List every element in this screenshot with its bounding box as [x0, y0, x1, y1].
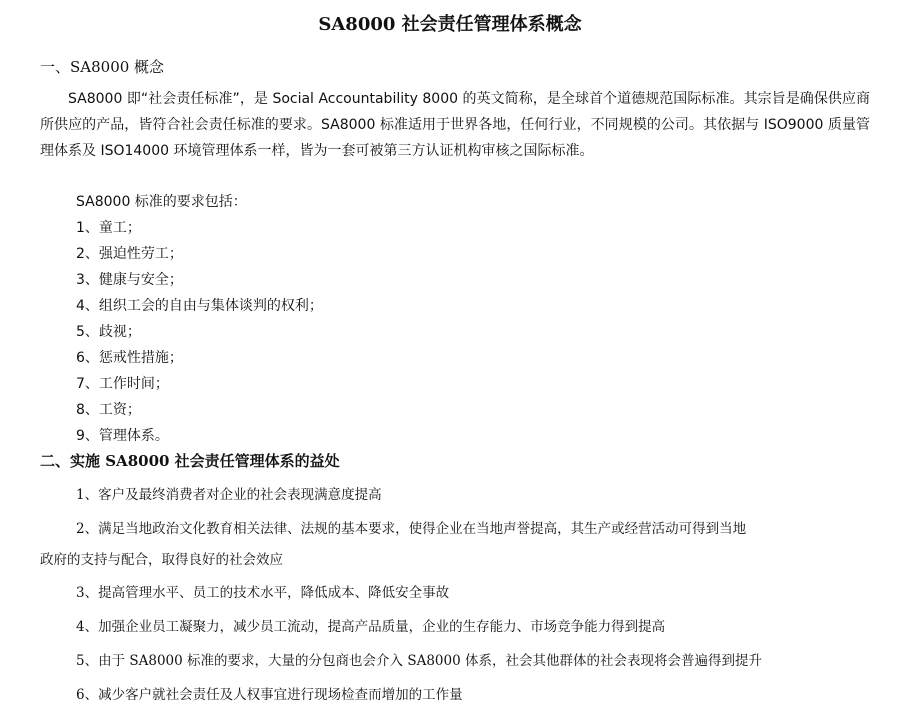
requirements-intro: SA8000 标准的要求包括： [76, 194, 247, 210]
benefit-item: 3、提高管理水平、员工的技术水平，降低成本、降低安全事故 [76, 585, 450, 601]
requirement-item: 6、惩戒性措施； [76, 350, 183, 366]
requirement-item: 8、工资； [76, 402, 141, 418]
requirement-item: 1、童工； [76, 220, 141, 236]
page-title: SA8000 社会责任管理体系概念 [318, 14, 582, 35]
requirement-item: 4、组织工会的自由与集体谈判的权利； [76, 298, 323, 314]
requirement-item: 3、健康与安全； [76, 272, 183, 288]
requirement-item: 7、工作时间； [76, 376, 169, 392]
benefit-item: 6、减少客户就社会责任及人权事宜进行现场检查而增加的工作量 [76, 687, 463, 703]
section-2-heading: 二、实施 SA8000 社会责任管理体系的益处 [40, 452, 340, 470]
benefit-item: 2、满足当地政治文化教育相关法律、法规的基本要求，使得企业在当地声誉提高，其生产或经营活动可得到当地 [76, 521, 747, 537]
requirement-item: 9、管理体系。 [76, 428, 169, 444]
benefit-item: 4、加强企业员工凝聚力，减少员工流动，提高产品质量，企业的生存能力、市场竞争能力得到提高 [76, 619, 666, 635]
benefit-item: 5、由于 SA8000 标准的要求，大量的分包商也会介入 SA8000 体系，社会其他群体的社会表现将会普遍得到提升 [76, 653, 762, 669]
section-1-paragraph: SA8000 即“社会责任标准”，是 Social Accountability 8000 的英文简称，是全球首个道德规范国际标准。其宗旨是确保供应商所供应的产品，皆符合社会责任标准的要求。SA8000 标准适用于世界各地，任何行业，不同规模的公司。其依据与 ISO9000 质量管理体系及 ISO14000 环境管理体系一样，皆为一套可被第三方认证机构审核之国际标准。 [40, 91, 870, 159]
benefit-item-continuation: 政府的支持与配合，取得良好的社会效应 [40, 552, 283, 568]
section-1-heading: 一、SA8000 概念 [40, 58, 165, 76]
requirement-item: 2、强迫性劳工； [76, 246, 183, 262]
requirement-item: 5、歧视； [76, 324, 141, 340]
benefit-item: 1、客户及最终消费者对企业的社会表现满意度提高 [76, 487, 382, 503]
